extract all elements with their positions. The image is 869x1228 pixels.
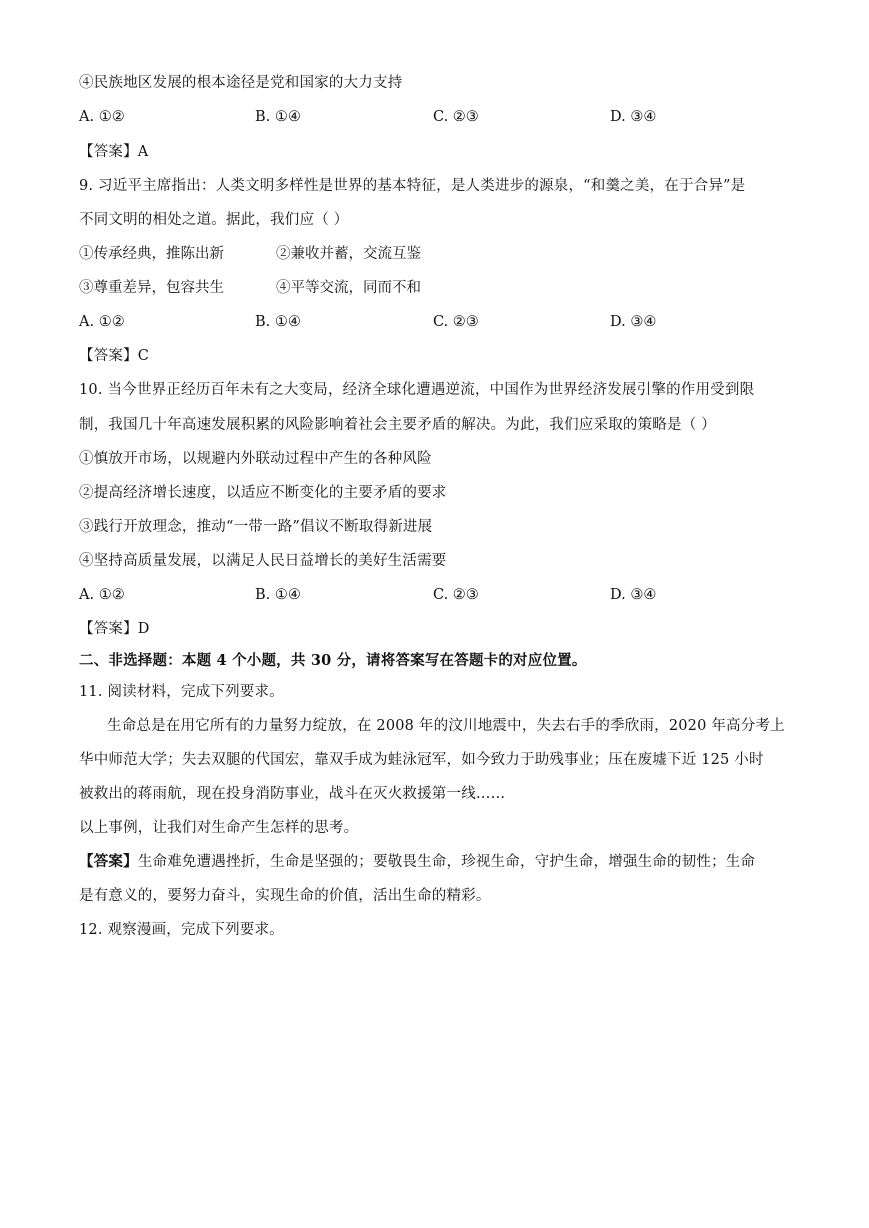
- q11-answer-line-1: [79, 852, 755, 872]
- q9-option-d: D. ③④: [610, 314, 657, 330]
- q10-stem-line-2: 制，我国几十年高速发展积累的风险影响着社会主要矛盾的解决。为此，我们应采取的策略是（ ）: [79, 417, 716, 433]
- q8-answer: 【答案】A: [79, 144, 149, 160]
- q9-stem-line-1: 9. 习近平主席指出：人类文明多样性是世界的基本特征，是人类进步的源泉，“和羹之美，在于合异”是: [79, 178, 746, 194]
- q8-option-a: A. ①②: [79, 109, 125, 125]
- q8-option-d: D. ③④: [610, 109, 657, 125]
- q9-stem-line-2: 不同文明的相处之道。据此，我们应（ ）: [79, 212, 349, 228]
- q9-option-c: C. ②③: [433, 314, 479, 330]
- q10-item-4: ④坚持高质量发展，以满足人民日益增长的美好生活需要: [79, 553, 447, 569]
- q9-item-1: ①传承经典，推陈出新: [79, 246, 224, 262]
- q10-stem-line-1: 10. 当今世界正经历百年未有之大变局，经济全球化遭遇逆流，中国作为世界经济发展引擎的作用受到限: [79, 382, 755, 398]
- q8-option-c: C. ②③: [433, 109, 479, 125]
- q10-option-d: D. ③④: [610, 587, 657, 603]
- q9-answer: 【答案】C: [79, 348, 150, 364]
- q11-answer-tag: 【答案】: [79, 853, 138, 870]
- q9-option-a: A. ①②: [79, 314, 125, 330]
- q8-option-b: B. ①④: [255, 109, 301, 125]
- q9-item-4: ④平等交流，同而不和: [276, 280, 421, 296]
- q11-stem: 11. 阅读材料，完成下列要求。: [79, 684, 284, 700]
- q10-item-1: ①慎放开市场，以规避内外联动过程中产生的各种风险: [79, 451, 432, 467]
- q10-item-2: ②提高经济增长速度，以适应不断变化的主要矛盾的要求: [79, 485, 447, 501]
- q12-stem: 12. 观察漫画，完成下列要求。: [79, 922, 284, 938]
- q11-material-line-1: 生命总是在用它所有的力量努力绽放，在 2008 年的汶川地震中，失去右手的季欣雨，2020 年高分考上: [107, 718, 785, 734]
- q11-answer-line-2: 是有意义的，要努力奋斗，实现生命的价值，活出生命的精彩。: [79, 888, 491, 904]
- q8-item-4: ④民族地区发展的根本途径是党和国家的大力支持: [79, 75, 403, 91]
- q11-material-line-3: 被救出的蒋雨航，现在投身消防事业，战斗在灭火救援第一线……: [79, 786, 506, 802]
- q9-option-b: B. ①④: [255, 314, 301, 330]
- q10-option-c: C. ②③: [433, 587, 479, 603]
- section-2-heading: 二、非选择题：本题 4 个小题，共 30 分，请将答案写在答题卡的对应位置。: [79, 652, 587, 669]
- q10-answer: 【答案】D: [79, 621, 150, 637]
- q10-option-a: A. ①②: [79, 587, 125, 603]
- q9-item-2: ②兼收并蓄，交流互鉴: [276, 246, 421, 262]
- q11-question: 以上事例，让我们对生命产生怎样的思考。: [79, 820, 359, 836]
- q10-option-b: B. ①④: [255, 587, 301, 603]
- q10-item-3: ③践行开放理念，推动“一带一路”倡议不断取得新进展: [79, 519, 433, 535]
- q11-answer-text-1: 生命难免遭遇挫折，生命是坚强的；要敬畏生命，珍视生命，守护生命，增强生命的韧性；生命: [137, 854, 756, 870]
- q9-item-3: ③尊重差异，包容共生: [79, 280, 224, 296]
- q11-material-line-2: 华中师范大学；失去双腿的代国宏，靠双手成为蛙泳冠军，如今致力于助残事业；压在废墟下近 125 小时: [79, 752, 764, 768]
